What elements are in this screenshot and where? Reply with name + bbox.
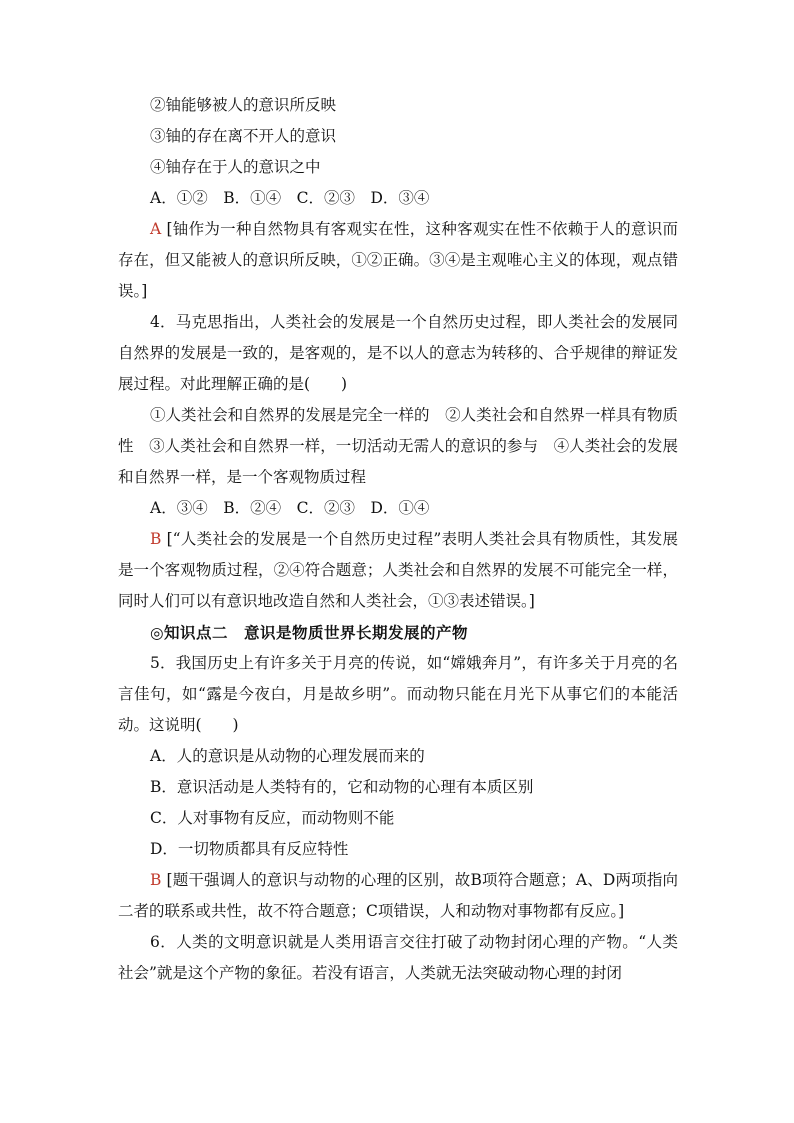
q4-stem: 4．马克思指出，人类社会的发展是一个自然历史过程，即人类社会的发展同自然界的发展是一致的，是客观的，是不以人的意志为转移的、合乎规律的辩证发展过程。对此理解正确的是( ) xyxy=(118,313,678,393)
q5-explanation: [题干强调人的意识与动物的心理的区别，故B项符合题意；A、D两项指向二者的联系或共性，故不符合题意；C项错误，人和动物对事物都有反应。] xyxy=(118,871,679,920)
q3-answer-letter: A xyxy=(150,220,162,238)
q3-option-2: ②铀能够被人的意识所反映 xyxy=(150,96,337,114)
q3-answer xyxy=(118,214,678,307)
q4-answer xyxy=(118,524,678,617)
q4-options: ①人类社会和自然界的发展是完全一样的 ②人类社会和自然界一样具有物质性 ③人类社会和自然界一样，一切活动无需人的意识的参与 ④人类社会的发展和自然界一样，是一个客观物质过程 xyxy=(118,406,678,486)
q5-option-c: C．人对事物有反应，而动物则不能 xyxy=(150,809,395,827)
q4-explanation: [“人类社会的发展是一个自然历史过程”表明人类社会具有物质性，其发展是一个客观物质过程，②④符合题意；人类社会和自然界的发展不可能完全一样，同时人们可以有意识地改造自然和人类社会，①③表述错误。] xyxy=(118,530,678,610)
document-content xyxy=(118,90,678,989)
q3-option-3: ③铀的存在离不开人的意识 xyxy=(150,127,337,145)
q3-explanation: [铀作为一种自然物具有客观实在性，这种客观实在性不依赖于人的意识而存在，但又能被人的意识所反映，①②正确。③④是主观唯心主义的体现，观点错误。] xyxy=(118,220,678,300)
q5-option-b: B．意识活动是人类特有的，它和动物的心理有本质区别 xyxy=(150,778,534,796)
q5-option-d: D．一切物质都具有反应特性 xyxy=(150,840,349,858)
q6-stem: 6．人类的文明意识就是人类用语言交往打破了动物封闭心理的产物。“人类社会”就是这个产物的象征。若没有语言，人类就无法突破动物心理的封闭 xyxy=(118,933,678,982)
q5-answer-letter: B xyxy=(150,871,162,889)
q5-answer xyxy=(118,865,678,927)
q3-choices: A．①② B．①④ C．②③ D．③④ xyxy=(150,189,430,207)
q5-stem: 5．我国历史上有许多关于月亮的传说，如“嫦娥奔月”，有许多关于月亮的名言佳句，如“露是今夜白，月是故乡明”。而动物只能在月光下从事它们的本能活动。这说明( ) xyxy=(118,654,678,734)
q4-choices: A．③④ B．②④ C．②③ D．①④ xyxy=(150,499,430,517)
section-title: ◎知识点二 意识是物质世界长期发展的产物 xyxy=(150,623,469,642)
q5-option-a: A．人的意识是从动物的心理发展而来的 xyxy=(150,747,425,765)
q4-answer-letter: B xyxy=(150,530,162,548)
q3-option-4: ④铀存在于人的意识之中 xyxy=(150,158,321,176)
